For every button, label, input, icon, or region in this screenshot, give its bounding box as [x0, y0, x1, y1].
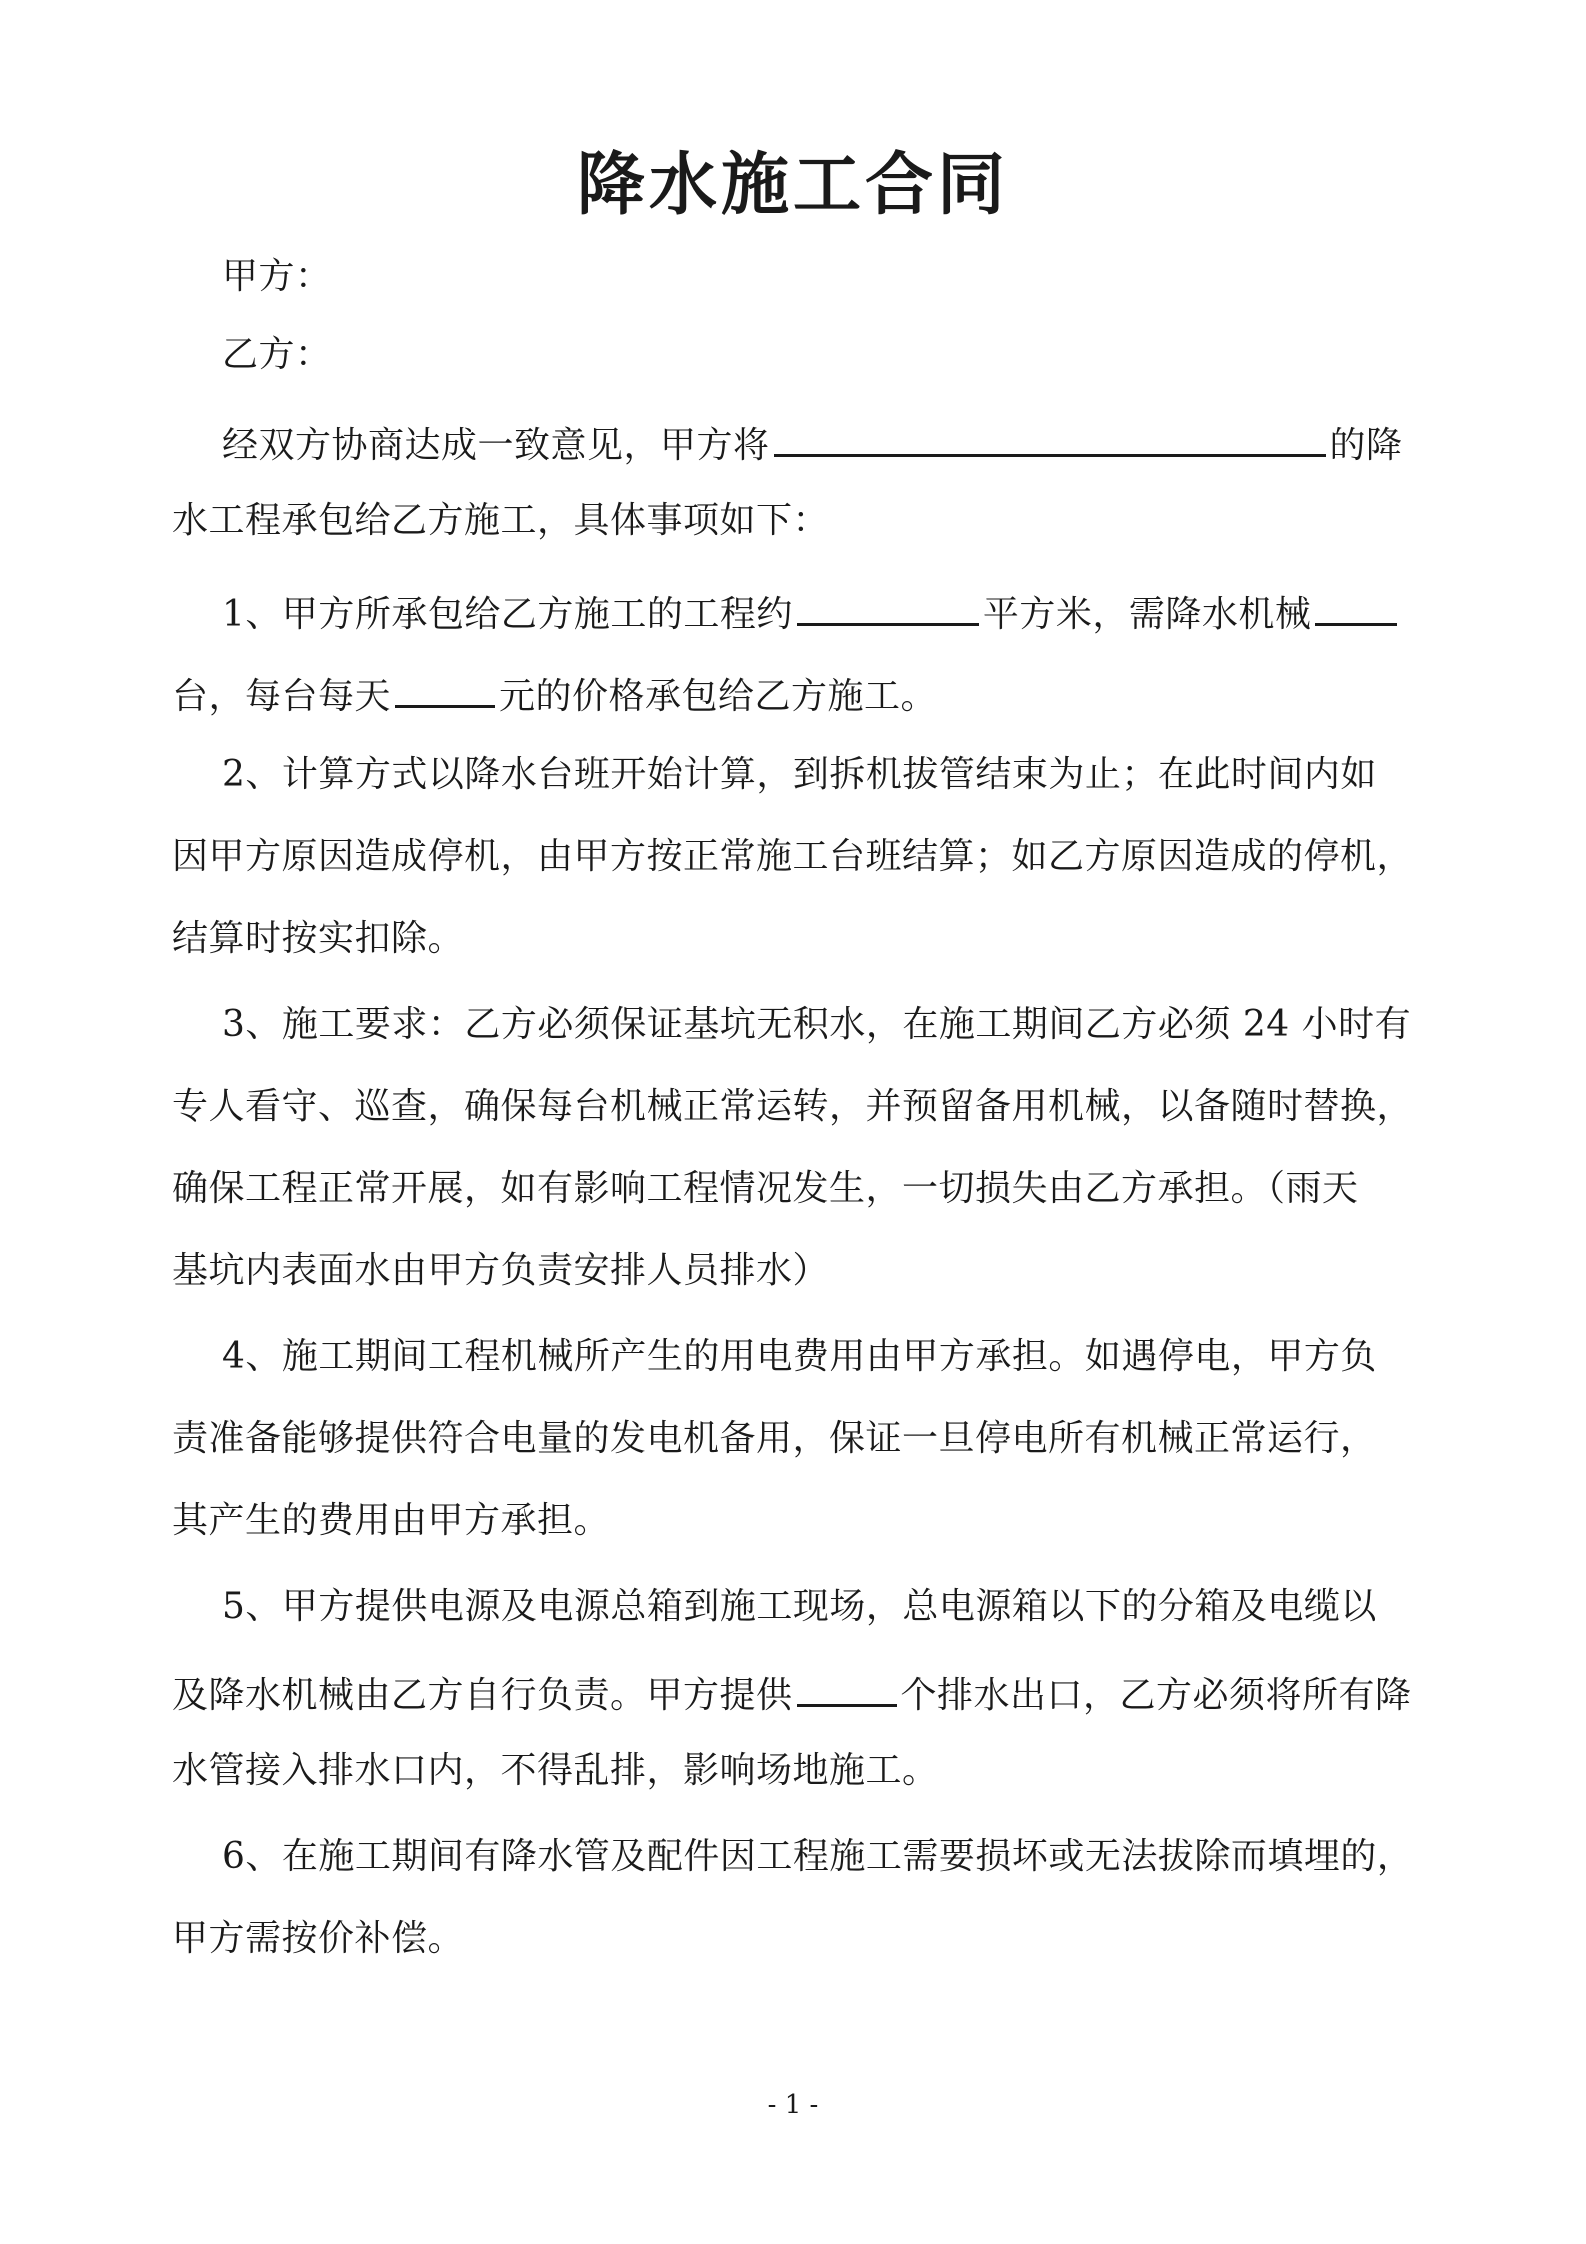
intro-text-2: 的降	[1329, 425, 1403, 466]
intro-text-1: 经双方协商达成一致意见，甲方将	[222, 425, 770, 466]
intro-line-2: 水工程承包给乙方施工，具体事项如下：	[172, 500, 830, 541]
clause-5-text-1: 及降水机械由乙方自行负责。甲方提供	[172, 1675, 793, 1716]
clause-2-line-2: 因甲方原因造成停机，由甲方按正常施工台班结算；如乙方原因造成的停机，	[172, 836, 1414, 877]
intro-line-1	[222, 414, 1482, 471]
daily-price-blank[interactable]	[395, 665, 495, 708]
party-a-line: 甲方：	[222, 256, 332, 297]
clause-1-text-1: 1、甲方所承包给乙方施工的工程约	[222, 594, 793, 635]
area-blank[interactable]	[797, 583, 979, 626]
party-b-line: 乙方：	[222, 334, 332, 375]
page-number: - 1 -	[767, 2090, 819, 2120]
clause-1-text-3: 台，每台每天	[172, 676, 392, 717]
clause-5-line-1: 5、甲方提供电源及电源总箱到施工现场，总电源箱以下的分箱及电缆以	[222, 1586, 1377, 1627]
clause-3-line-3: 确保工程正常开展，如有影响工程情况发生，一切损失由乙方承担。（雨天	[172, 1168, 1359, 1209]
clause-1-line-1	[222, 583, 1482, 640]
clause-1-text-4: 元的价格承包给乙方施工。	[499, 676, 938, 717]
clause-4-line-2: 责准备能够提供符合电量的发电机备用，保证一旦停电所有机械正常运行，	[172, 1418, 1377, 1459]
machine-count-blank[interactable]	[1315, 583, 1397, 626]
clause-2-line-3: 结算时按实扣除。	[172, 918, 465, 959]
clause-1-line-2	[172, 665, 1432, 722]
clause-5-line-3: 水管接入排水口内，不得乱排，影响场地施工。	[172, 1750, 939, 1791]
document-title: 降水施工合同	[576, 145, 1009, 225]
clause-3-line-1: 3、施工要求：乙方必须保证基坑无积水，在施工期间乙方必须 24 小时有	[222, 1004, 1412, 1045]
clause-3-line-4: 基坑内表面水由甲方负责安排人员排水）	[172, 1250, 830, 1291]
clause-5-text-2: 个排水出口，乙方必须将所有降	[900, 1675, 1412, 1716]
clause-4-line-3: 其产生的费用由甲方承担。	[172, 1500, 611, 1541]
project-name-blank[interactable]	[774, 414, 1326, 457]
clause-6-line-2: 甲方需按价补偿。	[172, 1918, 465, 1959]
clause-6-line-1: 6、在施工期间有降水管及配件因工程施工需要损坏或无法拔除而填埋的，	[222, 1836, 1414, 1877]
clause-1-text-2: 平方米，需降水机械	[982, 594, 1312, 635]
drain-outlet-count-blank[interactable]	[797, 1664, 897, 1707]
clause-2-line-1: 2、计算方式以降水台班开始计算，到拆机拔管结束为止；在此时间内如	[222, 754, 1377, 795]
clause-3-line-2: 专人看守、巡查，确保每台机械正常运转，并预留备用机械，以备随时替换，	[172, 1086, 1414, 1127]
clause-5-line-2	[172, 1664, 1432, 1721]
clause-4-line-1: 4、施工期间工程机械所产生的用电费用由甲方承担。如遇停电，甲方负	[222, 1336, 1377, 1377]
